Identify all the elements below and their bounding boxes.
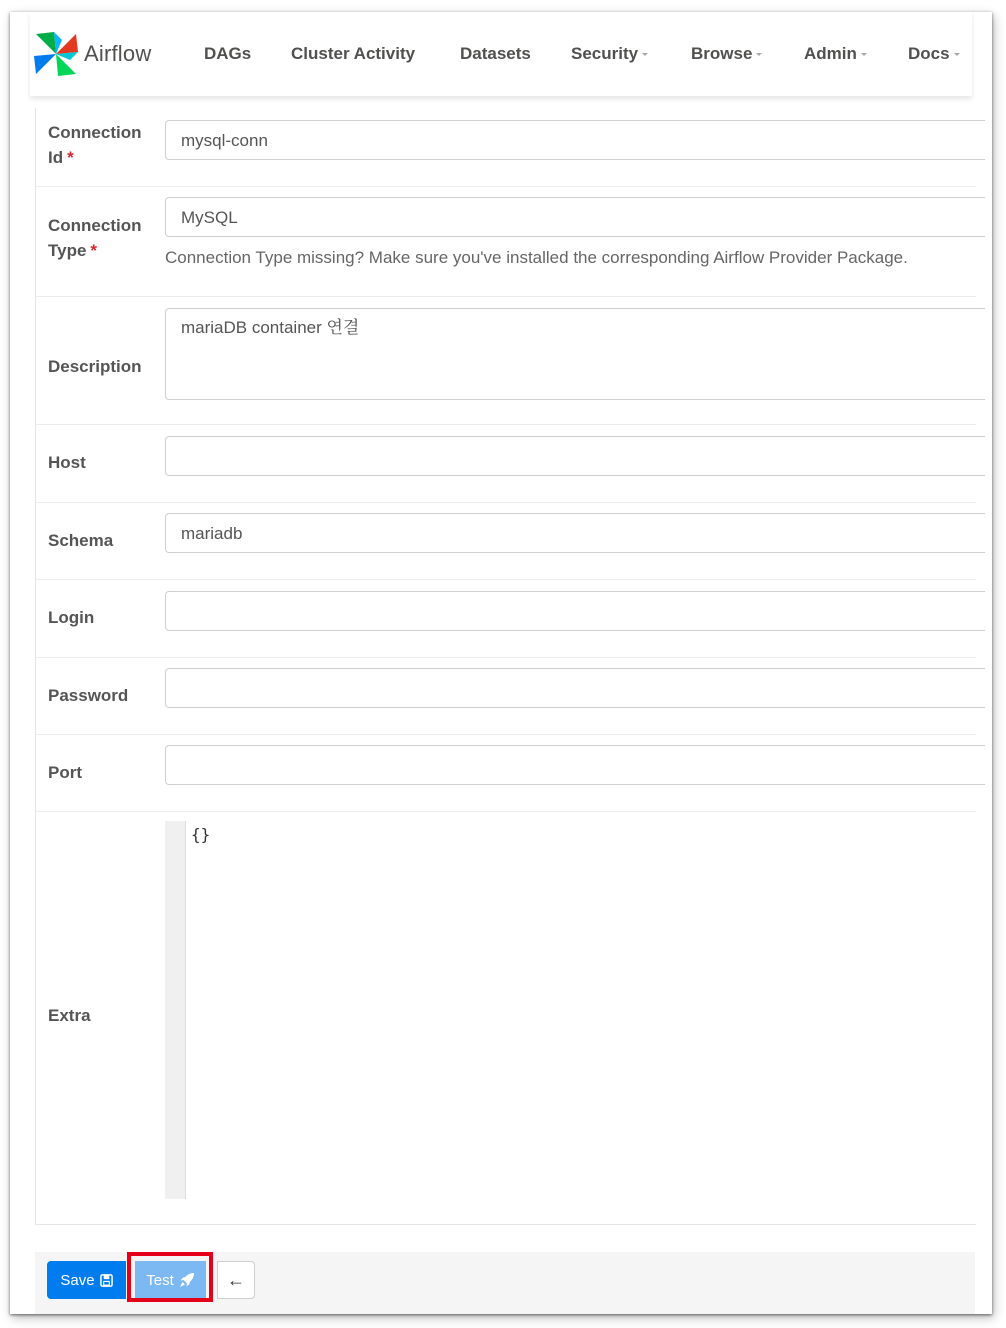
nav-browse[interactable]: Browse [691, 44, 762, 64]
row-connection-id [36, 108, 976, 187]
top-navbar [30, 12, 972, 96]
login-input[interactable] [165, 591, 985, 631]
airflow-pinwheel-icon [32, 30, 80, 78]
nav-security[interactable]: Security [571, 44, 648, 64]
row-connection-type [36, 186, 976, 297]
test-button[interactable]: Test [135, 1261, 206, 1299]
extra-code-editor[interactable]: {} [191, 825, 211, 844]
save-button[interactable]: Save [47, 1261, 126, 1299]
connection-type-help: Connection Type missing? Make sure you've installed the corresponding Airflow Provider Package. [165, 248, 908, 267]
browser-frame [10, 12, 992, 1314]
row-port [36, 734, 976, 812]
description-textarea[interactable]: mariaDB container 연결 [165, 308, 985, 400]
connection-type-select[interactable]: MySQL [165, 197, 985, 237]
brand-logo[interactable] [32, 30, 151, 78]
floppy-disk-icon [100, 1274, 113, 1287]
extra-label: Extra [48, 1006, 91, 1025]
description-label: Description [48, 357, 142, 376]
port-input[interactable] [165, 745, 985, 785]
host-input[interactable] [165, 436, 985, 476]
caret-down-icon [954, 53, 960, 56]
connection-form [35, 108, 976, 1225]
nav-docs[interactable]: Docs [908, 44, 960, 64]
nav-cluster-activity[interactable]: Cluster Activity [291, 44, 416, 63]
nav-admin[interactable]: Admin [804, 44, 867, 64]
rocket-icon [179, 1272, 195, 1288]
password-label: Password [48, 686, 129, 705]
schema-input[interactable]: mariadb [165, 513, 985, 553]
password-input[interactable] [165, 668, 985, 708]
required-marker: * [67, 148, 74, 167]
row-login [36, 579, 976, 658]
login-label: Login [48, 608, 95, 627]
nav-dags[interactable]: DAGs [204, 44, 252, 63]
code-editor-gutter [165, 821, 186, 1199]
row-extra [36, 811, 976, 1223]
brand-name: Airflow [84, 41, 152, 66]
port-label: Port [48, 763, 82, 782]
connection-type-label: Connection Type * [48, 216, 142, 260]
row-host [36, 424, 976, 503]
host-label: Host [48, 453, 86, 472]
row-password [36, 657, 976, 735]
connection-id-input[interactable]: mysql-conn [165, 120, 985, 160]
caret-down-icon [756, 53, 762, 56]
arrow-left-icon: ← [227, 1269, 245, 1290]
caret-down-icon [861, 53, 867, 56]
nav-datasets[interactable]: Datasets [460, 44, 531, 63]
caret-down-icon [642, 53, 648, 56]
schema-label: Schema [48, 531, 114, 550]
connection-id-label: Connection Id * [48, 123, 142, 167]
row-schema [36, 502, 976, 580]
row-description [36, 296, 976, 425]
back-button[interactable] [217, 1261, 255, 1299]
required-marker: * [90, 241, 98, 260]
